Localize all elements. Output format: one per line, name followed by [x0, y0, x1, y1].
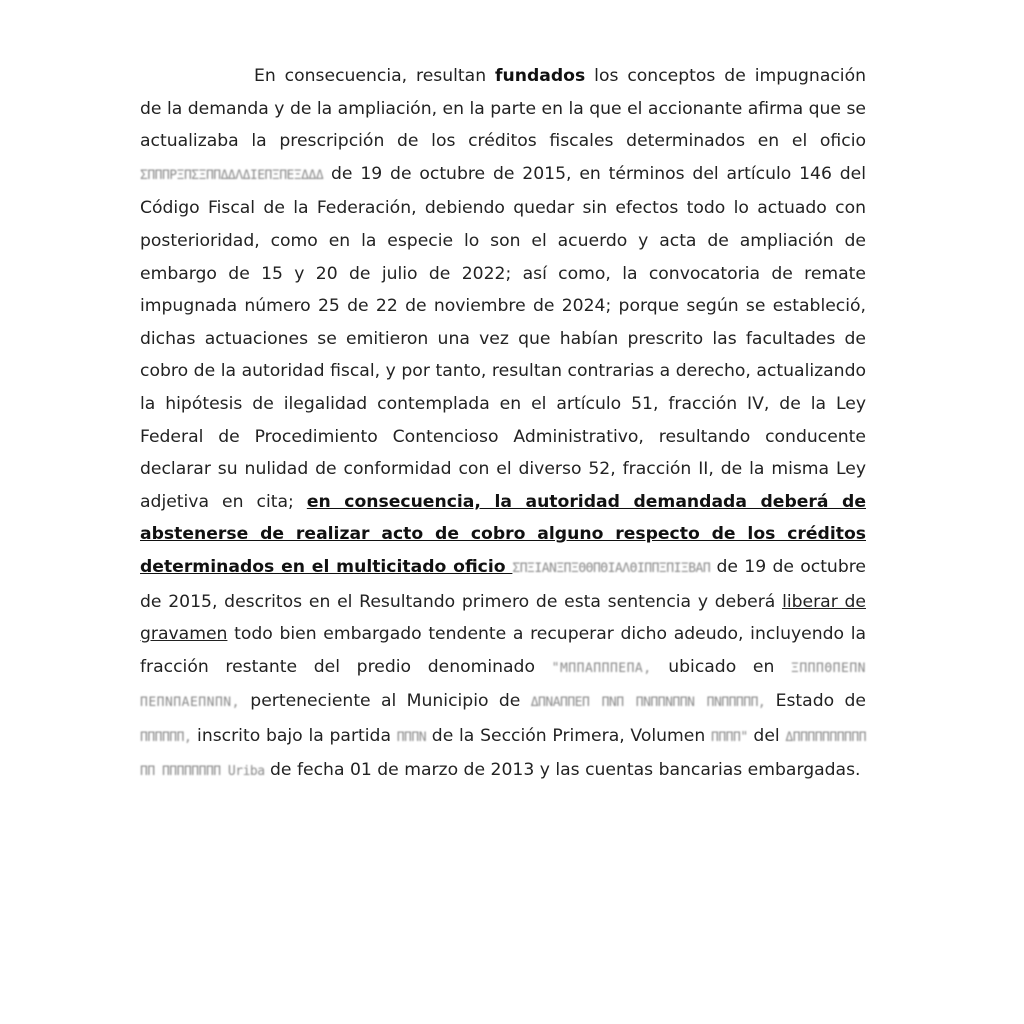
text-segment: todo bien embargado tendente a recuperar dicho adeudo, incluyendo la fracción restante del predio denominado: [140, 624, 866, 677]
redacted-registry-location: ΠΠΠΠΠΠΠΠ Uriba: [154, 764, 265, 780]
text-segment: los conceptos de impugnación de la demanda y de la ampliación, en la parte en la que el accionante afirma que se actualizaba la prescripción de los créditos fiscales determinados en el oficio: [140, 66, 866, 152]
redacted-oficio-number: ΣΠΠΠΡΞΠΣΞΠΠΔΔΛΔΙΕΠΞΠΕΞΔΔΔ: [140, 167, 324, 183]
document-page: [110, 42, 910, 982]
text-segment: perteneciente al Municipio de: [239, 691, 531, 712]
redacted-municipality: ΔΠΝΑΠΠΕΠ ΠΝΠ ΠΝΠΠΝΠΠΝ ΠΝΠΠΠΠΠ,: [530, 695, 766, 711]
redacted-volumen: ΠΠΠΠ": [711, 729, 748, 745]
redacted-property-name: "ΜΠΠΑΠΠΠΕΠΑ,: [551, 660, 652, 676]
underlined-phrase: liberar de gravamen: [140, 591, 866, 645]
redacted-partida: ΠΠΠΝ: [396, 729, 427, 745]
text-segment: del: [747, 725, 786, 746]
text-segment: En consecuencia, resultan: [254, 66, 496, 86]
resolution-paragraph: [140, 60, 866, 789]
redacted-location: ΞΠΠΠΘΠΕΠΝ ΠΕΠΝΠΑΕΠΝΠΝ,: [140, 660, 866, 711]
document-body: [140, 60, 866, 789]
text-segment: inscrito bajo la partida: [191, 725, 397, 746]
text-segment: Estado de: [765, 691, 866, 712]
bold-term-fundados: fundados: [495, 66, 586, 86]
redacted-oficio-number: ΣΠΞΙΑΝΞΠΞΘΘΠΘΙΑΛΘΙΠΠΞΠΙΞΒΑΠ: [512, 560, 711, 576]
bold-underlined-ruling: en consecuencia, la autoridad demandada deberá de abstenerse de realizar acto de cobro alguno respecto de los créditos determinados en el multicitado oficio: [140, 491, 866, 577]
redacted-state: ΠΠΠΠΠΠ,: [140, 729, 192, 745]
text-segment: de 19 de octubre de 2015, en términos del artículo 146 del Código Fiscal de la Federación, debiendo quedar sin efectos todo lo actuado con posterioridad, como en la especie lo son el acuerdo y acta de ampliación de embargo de 15 y 20 de julio de 2022; así como, la convocatoria de remate impugnada número 25 de 22 de noviembre de 2024; porque según se estableció, dichas actuaciones se emitieron una vez que habían prescrito las facultades de cobro de la autoridad fiscal, y por tanto, resultan contrarias a derecho, actualizando la hipótesis de ilegalidad contemplada en el artículo 51, fracción IV, de la Ley Federal de Procedimiento Contencioso Administrativo, resultando conducente declarar su nulidad de conformidad con el diverso 52, fracción II, de la misma Ley adjetiva en cita;: [140, 163, 866, 512]
text-segment: de 19 de octubre de 2015, descritos en el Resultando primero de esta sentencia y deberá: [140, 556, 867, 612]
text-segment: ubicado en: [651, 656, 792, 677]
text-segment: de la Sección Primera, Volumen: [426, 725, 712, 746]
redacted-registry: ΔΠΠΠΠΠΠΠΠΠΠ ΠΠ: [140, 729, 867, 780]
text-segment: de fecha 01 de marzo de 2013 y las cuentas bancarias embargadas.: [264, 760, 861, 781]
